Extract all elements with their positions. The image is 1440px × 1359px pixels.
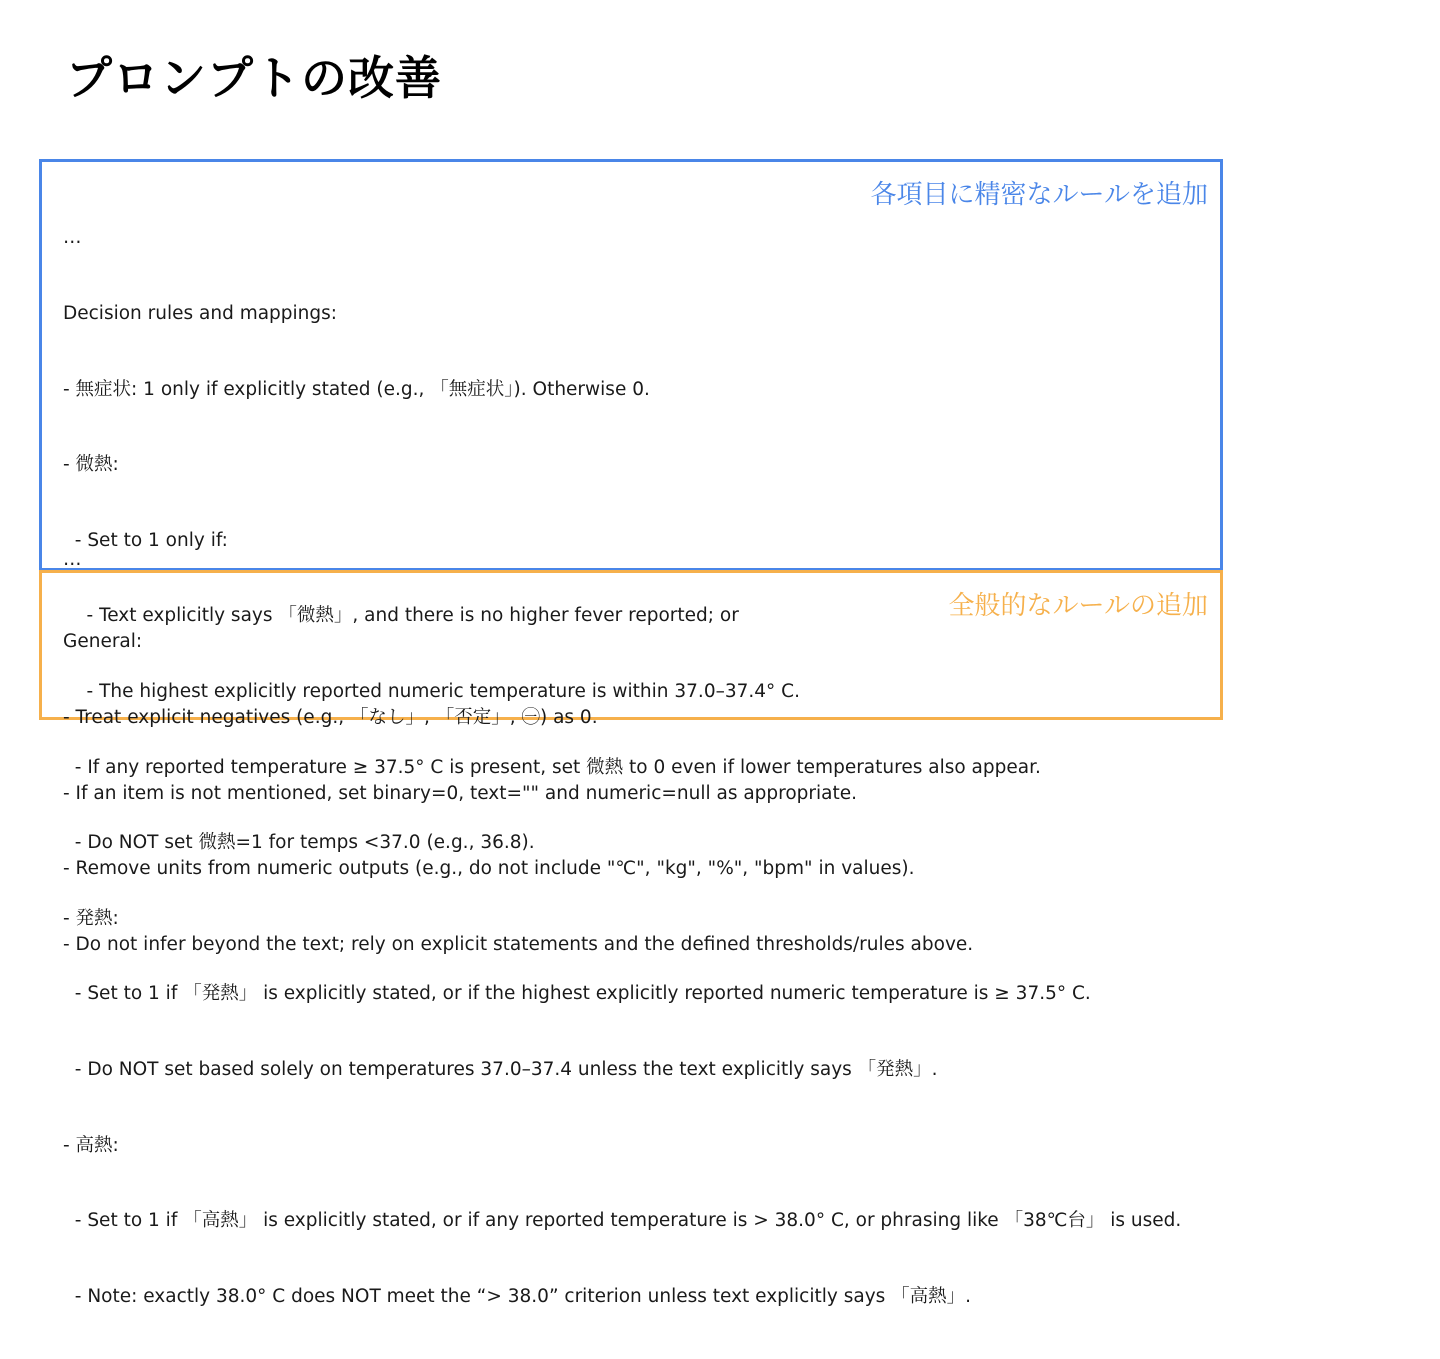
rule-line: - 微熱: [63,454,119,476]
general-line: - Treat explicit negatives (e.g., 「なし」, 「否定」, ㊀) as 0. [63,707,598,728]
trailing-ellipsis: … [63,549,82,570]
general-line: - Do not infer beyond the text; rely on explicit statements and the defined thresholds/rules above. [63,933,974,955]
rule-line: - Set to 1 if 「発熱」 is explicitly stated, or if the highest explicitly reported numeric temperature is ≥ 37.5° C. [63,983,1091,1005]
general-rules-text [63,579,973,1007]
rule-line: - Do NOT set based solely on temperatures 37.0–37.4 unless the text explicitly says 「発熱」. [63,1058,938,1080]
rule-line: - 発熱: [63,907,119,929]
rule-line: - Note: exactly 38.0° C does NOT meet the “> 38.0” criterion unless text explicitly says 「高熱」. [63,1285,972,1307]
general-line: - Remove units from numeric outputs (e.g., do not include "℃", "kg", "%", "bpm" in values). [63,858,915,880]
rule-line: - 高熱: [63,1134,119,1156]
rule-line: - Text explicitly says 「微熱」, and there is no higher fever reported; or [63,605,739,627]
rule-line: … [63,227,82,249]
slide-title: プロンプトの改善 [66,51,442,105]
rule-line: - Set to 1 only if: [63,529,228,551]
rule-line: - 無症状: 1 only if explicitly stated (e.g., 「無症状」). Otherwise 0. [63,378,650,400]
rules-box-label: 各項目に精密なルールを追加 [870,180,1208,210]
rule-line: - If any reported temperature ≥ 37.5° C is present, set 微熱 to 0 even if lower temperatures also appear. [63,756,1041,778]
rule-line: - The highest explicitly reported numeric temperature is within 37.0–37.4° C. [63,680,800,702]
rule-line: - Set to 1 if 「高熱」 is explicitly stated, or if any reported temperature is > 38.0° C, or phrasing like 「38℃台」 is used. [63,1210,1182,1232]
general-box-label: 全般的なルールの追加 [948,591,1208,621]
rule-line: Decision rules and mappings: [63,303,338,324]
rule-line: - Do NOT set 微熱=1 for temps <37.0 (e.g., 36.8). [63,832,535,854]
general-line: - If an item is not mentioned, set binary=0, text="" and numeric=null as appropriate. [63,782,858,804]
general-line: General: [63,631,143,653]
